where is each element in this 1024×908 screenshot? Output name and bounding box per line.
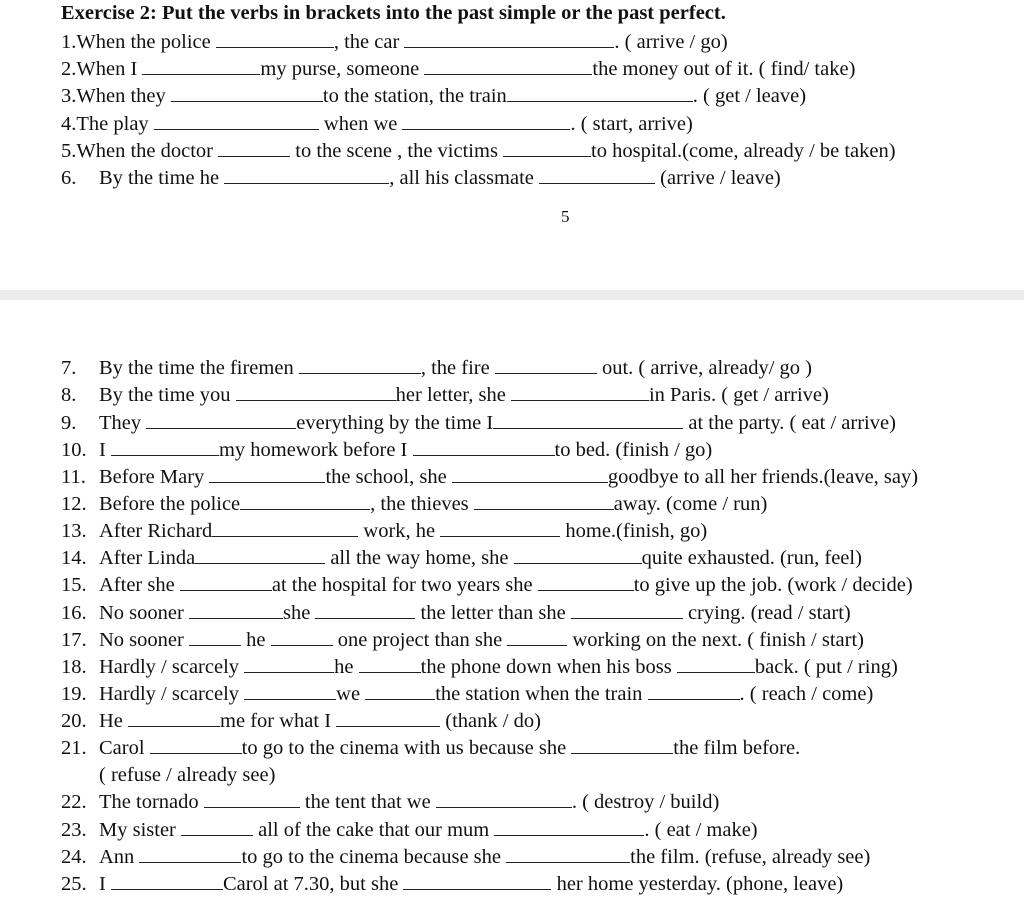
item-text: to go to the cinema because she <box>241 846 507 868</box>
answer-blank[interactable] <box>571 601 683 619</box>
answer-blank[interactable] <box>507 628 567 646</box>
item-text: at the hospital for two years she <box>271 574 538 596</box>
page-separator <box>0 290 1024 300</box>
item-text: my homework before I <box>218 439 413 461</box>
item-text: all of the cake that our mum <box>253 819 495 841</box>
item-text: Before Mary <box>99 466 210 488</box>
exercise-item <box>61 817 758 843</box>
exercise-item <box>61 138 896 164</box>
answer-blank[interactable] <box>195 546 325 564</box>
answer-blank[interactable] <box>181 818 253 836</box>
item-number: 17. <box>61 629 87 651</box>
item-number: 5. <box>61 140 77 162</box>
answer-blank[interactable] <box>413 438 555 456</box>
item-text: away. (come / run) <box>613 493 768 515</box>
answer-blank[interactable] <box>571 736 673 754</box>
item-number: 22. <box>61 791 87 813</box>
item-text: work, he <box>358 520 441 542</box>
item-text: Carol <box>99 737 150 759</box>
exercise-item <box>61 681 873 707</box>
answer-blank[interactable] <box>648 682 740 700</box>
item-text: By the time he <box>99 167 225 189</box>
worksheet-page-2 <box>0 300 1024 908</box>
item-text: one project than she <box>332 629 508 651</box>
item-text: all the way home, she <box>325 547 514 569</box>
item-number: 8. <box>61 384 77 406</box>
answer-blank[interactable] <box>507 84 693 102</box>
item-text: to the scene , the victims <box>290 140 504 162</box>
answer-blank[interactable] <box>403 872 551 890</box>
answer-blank[interactable] <box>514 546 642 564</box>
answer-blank[interactable] <box>180 573 272 591</box>
item-text: to bed. (finish / go) <box>554 439 713 461</box>
answer-blank[interactable] <box>365 682 435 700</box>
item-text: we <box>336 683 366 705</box>
item-text: the phone down when his boss <box>420 656 677 678</box>
item-text: The tornado <box>99 791 204 813</box>
item-text: . ( start, arrive) <box>570 113 693 135</box>
answer-blank[interactable] <box>315 601 415 619</box>
answer-blank[interactable] <box>216 30 334 48</box>
answer-blank[interactable] <box>244 682 336 700</box>
exercise-item <box>61 600 851 626</box>
item-text: goodbye to all her friends.(leave, say) <box>607 466 919 488</box>
item-text: he <box>334 656 359 678</box>
answer-blank[interactable] <box>436 790 572 808</box>
answer-blank[interactable] <box>224 166 389 184</box>
item-text: . ( arrive / go) <box>614 31 728 53</box>
exercise-item <box>61 382 829 408</box>
answer-blank[interactable] <box>506 845 630 863</box>
answer-blank[interactable] <box>150 736 242 754</box>
answer-blank[interactable] <box>539 166 655 184</box>
item-text: her home yesterday. (phone, leave) <box>551 873 844 895</box>
item-text: , the thieves <box>370 493 474 515</box>
item-number: 12. <box>61 493 87 515</box>
answer-blank[interactable] <box>474 492 614 510</box>
exercise-item <box>61 355 812 381</box>
exercise-item <box>61 83 806 109</box>
item-number: 20. <box>61 710 87 732</box>
item-number: 11. <box>61 466 86 488</box>
exercise-item <box>61 627 864 653</box>
item-text: When the police <box>76 31 216 53</box>
item-text: quite exhausted. (run, feel) <box>641 547 862 569</box>
answer-blank[interactable] <box>111 872 223 890</box>
answer-blank[interactable] <box>495 356 597 374</box>
answer-blank[interactable] <box>146 411 296 429</box>
item-text: to the station, the train <box>322 85 507 107</box>
answer-blank[interactable] <box>189 628 241 646</box>
item-text: at the party. ( eat / arrive) <box>683 412 896 434</box>
answer-blank[interactable] <box>404 30 614 48</box>
item-number: 21. <box>61 737 87 759</box>
answer-blank[interactable] <box>209 465 325 483</box>
exercise-item <box>61 518 707 544</box>
item-text: After Richard <box>99 520 213 542</box>
answer-blank[interactable] <box>424 57 592 75</box>
item-text: Hardly / scarcely <box>99 683 245 705</box>
item-text: in Paris. ( get / arrive) <box>648 384 829 406</box>
exercise-item <box>61 111 693 137</box>
item-text: when we <box>318 113 403 135</box>
item-text: When the doctor <box>76 140 219 162</box>
item-text: to give up the job. (work / decide) <box>633 574 913 596</box>
item-number: 13. <box>61 520 87 542</box>
answer-blank[interactable] <box>538 573 634 591</box>
answer-blank[interactable] <box>189 601 283 619</box>
item-text: the school, she <box>325 466 452 488</box>
answer-blank[interactable] <box>139 845 241 863</box>
item-text: to hospital.(come, already / be taken) <box>591 140 896 162</box>
item-number: 25. <box>61 873 87 895</box>
answer-blank[interactable] <box>244 655 334 673</box>
answer-blank[interactable] <box>212 519 358 537</box>
exercise-item-continuation <box>61 762 275 788</box>
item-text: the station when the train <box>435 683 648 705</box>
item-text: I <box>99 873 111 895</box>
exercise-item <box>61 491 767 517</box>
exercise-item <box>61 165 781 191</box>
item-text: . ( eat / make) <box>644 819 758 841</box>
item-text: No sooner <box>99 629 189 651</box>
item-text: . ( destroy / build) <box>571 791 720 813</box>
item-number: 6. <box>61 167 77 189</box>
item-text: everything by the time I <box>296 412 494 434</box>
answer-blank[interactable] <box>240 492 370 510</box>
item-number: 16. <box>61 602 87 624</box>
exercise-title: Exercise 2: Put the verbs in brackets into the past simple or the past perfect. <box>61 2 726 24</box>
item-text: , the fire <box>420 357 495 379</box>
answer-blank[interactable] <box>359 655 421 673</box>
answer-blank[interactable] <box>336 709 440 727</box>
worksheet-page-1 <box>0 0 1024 290</box>
item-number: 4. <box>61 113 77 135</box>
exercise-item <box>61 572 913 598</box>
exercise-item <box>61 464 918 490</box>
item-text: ( refuse / already see) <box>99 764 276 786</box>
answer-blank[interactable] <box>271 628 333 646</box>
item-number: 14. <box>61 547 87 569</box>
item-text: . ( reach / come) <box>739 683 874 705</box>
answer-blank[interactable] <box>299 356 421 374</box>
item-text: , all his classmate <box>389 167 539 189</box>
item-number: 19. <box>61 683 87 705</box>
item-text: the money out of it. ( find/ take) <box>592 58 856 80</box>
answer-blank[interactable] <box>494 818 644 836</box>
answer-blank[interactable] <box>111 438 219 456</box>
item-text: me for what I <box>220 710 337 732</box>
answer-blank[interactable] <box>511 383 649 401</box>
item-text: No sooner <box>99 602 189 624</box>
item-number: 7. <box>61 357 77 379</box>
answer-blank[interactable] <box>142 57 260 75</box>
item-number: 15. <box>61 574 87 596</box>
exercise-item <box>61 410 896 436</box>
item-text: the letter than she <box>415 602 571 624</box>
item-text: she <box>282 602 316 624</box>
item-text: the film before. <box>673 737 801 759</box>
answer-blank[interactable] <box>402 112 570 130</box>
item-text: By the time you <box>99 384 236 406</box>
item-text: back. ( put / ring) <box>754 656 898 678</box>
item-number: 23. <box>61 819 87 841</box>
item-text: When I <box>76 58 143 80</box>
exercise-item <box>61 844 870 870</box>
item-text: The play <box>76 113 154 135</box>
item-text: crying. (read / start) <box>682 602 851 624</box>
item-text: By the time the firemen <box>99 357 299 379</box>
answer-blank[interactable] <box>452 465 608 483</box>
item-text: My sister <box>99 819 181 841</box>
answer-blank[interactable] <box>204 790 300 808</box>
exercise-item <box>61 437 712 463</box>
answer-blank[interactable] <box>171 84 323 102</box>
exercise-item <box>61 545 862 571</box>
item-text: . ( get / leave) <box>692 85 807 107</box>
answer-blank[interactable] <box>154 112 319 130</box>
item-text: out. ( arrive, already/ go ) <box>596 357 812 379</box>
item-number: 18. <box>61 656 87 678</box>
item-text: (thank / do) <box>440 710 541 732</box>
answer-blank[interactable] <box>493 411 683 429</box>
item-text: When they <box>76 85 171 107</box>
item-text: the tent that we <box>299 791 436 813</box>
item-text: I <box>99 439 111 461</box>
item-text: her letter, she <box>395 384 511 406</box>
answer-blank[interactable] <box>677 655 755 673</box>
item-text: the film. (refuse, already see) <box>630 846 871 868</box>
item-number: 1. <box>61 31 77 53</box>
exercise-item <box>61 708 541 734</box>
item-text: After Linda <box>99 547 196 569</box>
answer-blank[interactable] <box>218 139 290 157</box>
item-text: They <box>99 412 147 434</box>
exercise-item <box>61 871 843 897</box>
item-text: Ann <box>99 846 140 868</box>
exercise-item <box>61 654 898 680</box>
answer-blank[interactable] <box>236 383 396 401</box>
exercise-item <box>61 735 800 761</box>
exercise-item <box>61 789 719 815</box>
item-text: Hardly / scarcely <box>99 656 245 678</box>
item-text: After she <box>99 574 180 596</box>
item-text: Carol at 7.30, but she <box>222 873 404 895</box>
item-text: working on the next. ( finish / start) <box>567 629 864 651</box>
item-number: 3. <box>61 85 77 107</box>
exercise-item <box>61 56 855 82</box>
item-number: 10. <box>61 439 87 461</box>
page-number: 5 <box>561 207 570 226</box>
answer-blank[interactable] <box>128 709 220 727</box>
item-text: he <box>240 629 271 651</box>
item-text: Before the police <box>99 493 241 515</box>
answer-blank[interactable] <box>503 139 591 157</box>
item-text: home.(finish, go) <box>560 520 708 542</box>
item-number: 24. <box>61 846 87 868</box>
answer-blank[interactable] <box>440 519 560 537</box>
item-text: (arrive / leave) <box>655 167 781 189</box>
exercise-item <box>61 29 728 55</box>
item-text: , the car <box>333 31 405 53</box>
item-text: my purse, someone <box>260 58 425 80</box>
item-number: 9. <box>61 412 77 434</box>
item-text: He <box>99 710 129 732</box>
item-number: 2. <box>61 58 77 80</box>
item-text: to go to the cinema with us because she <box>241 737 572 759</box>
